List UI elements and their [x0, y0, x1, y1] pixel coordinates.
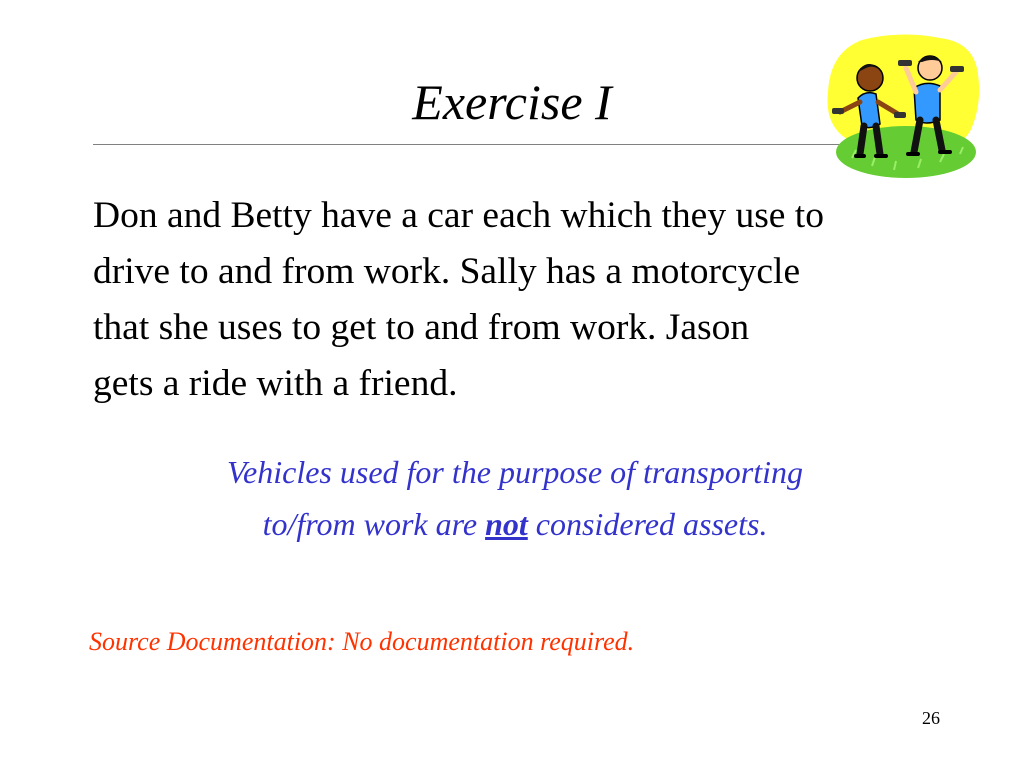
body-line: gets a ride with a friend. [93, 363, 458, 404]
note-emphasis: not [485, 506, 528, 542]
source-documentation: Source Documentation: No documentation required. [89, 627, 635, 656]
body-text [93, 188, 993, 412]
note-line-1: Vehicles used for the purpose of transporting [227, 454, 803, 490]
slide-title: Exercise I [412, 74, 612, 130]
note-line-2-end: considered assets. [527, 506, 768, 542]
body-line: that she uses to get to and from work. Jason [93, 307, 750, 348]
vehicles-note [80, 446, 950, 550]
note-line-2 [80, 498, 950, 550]
note-line-2-start: to/from work are [262, 506, 486, 542]
body-line: drive to and from work. Sally has a motorcycle [93, 251, 801, 292]
title-divider [93, 144, 853, 145]
body-line: Don and Betty have a car each which they use to [93, 195, 824, 236]
exercising-people-clipart-icon [822, 32, 982, 182]
page-number: 26 [922, 708, 940, 728]
